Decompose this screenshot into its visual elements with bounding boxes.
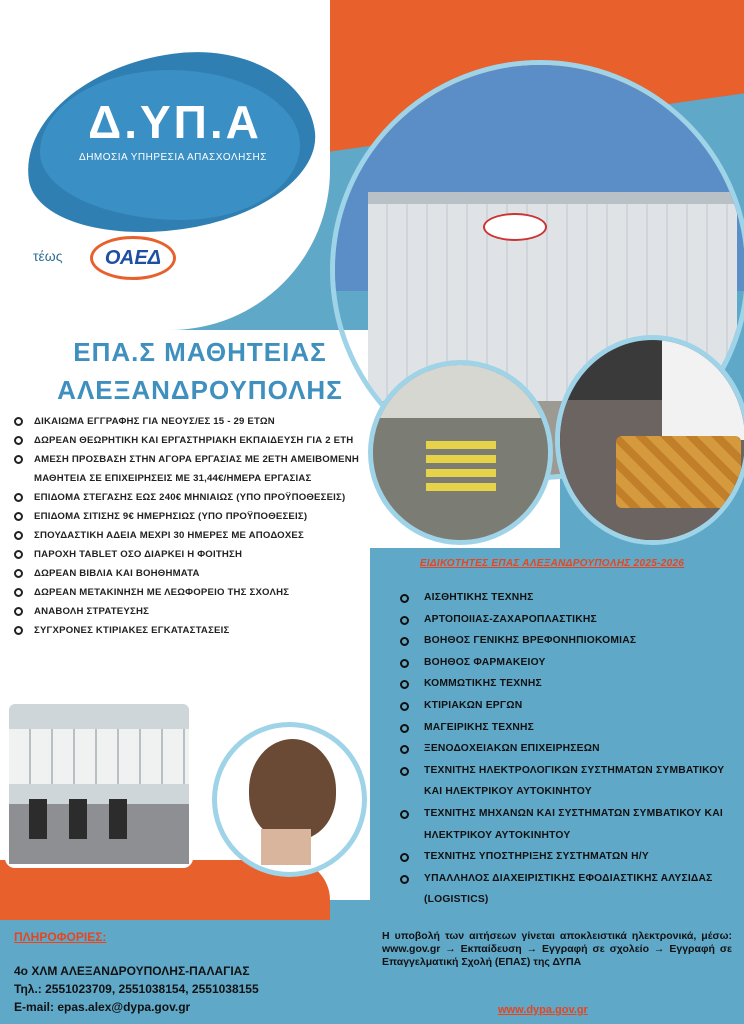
specialty-item: ΚΟΜΜΩΤΙΚΗΣ ΤΕΧΝΗΣ — [400, 673, 740, 695]
workshop-photo — [368, 360, 553, 545]
specialty-item: ΑΡΤΟΠΟΙΙΑΣ-ΖΑΧΑΡΟΠΛΑΣΤΙΚΗΣ — [400, 609, 740, 631]
benefit-item: ΕΠΙΔΟΜΑ ΣΙΤΙΣΗΣ 9€ ΗΜΕΡΗΣΙΩΣ (ΥΠΟ ΠΡΟΫΠΟΘΕΣΕΙΣ) — [12, 507, 372, 526]
application-note: Η υποβολή των αιτήσεων γίνεται αποκλειστικά ηλεκτρονικά, μέσω: www.gov.gr → Εκπαίδευση → Εγγραφή σε σχολείο → Εγγραφή σε Επαγγελματική Σχολή (ΕΠΑΣ) της ΔΥΠΑ — [382, 930, 732, 968]
oaed-sign-icon — [483, 213, 547, 241]
email-link[interactable]: E-mail: epas.alex@dypa.gov.gr — [14, 1000, 191, 1014]
specialty-item: ΒΟΗΘΟΣ ΓΕΝΙΚΗΣ ΒΡΕΦΟΝΗΠΙΟΚΟΜΙΑΣ — [400, 630, 740, 652]
phone-numbers: Τηλ.: 2551023709, 2551038154, 2551038155 — [14, 982, 259, 996]
oaed-logo-text: ΟΑΕΔ — [104, 246, 162, 269]
benefit-item: ΑΝΑΒΟΛΗ ΣΤΡΑΤΕΥΣΗΣ — [12, 602, 372, 621]
benefit-item: ΔΙΚΑΙΩΜΑ ΕΓΓΡΑΦΗΣ ΓΙΑ ΝΕΟΥΣ/ΕΣ 15 - 29 ΕΤΩΝ — [12, 412, 372, 431]
benefit-item: ΣΠΟΥΔΑΣΤΙΚΗ ΑΔΕΙΑ ΜΕΧΡΙ 30 ΗΜΕΡΕΣ ΜΕ ΑΠΟΔΟΧΕΣ — [12, 526, 372, 545]
benefit-item: ΕΠΙΔΟΜΑ ΣΤΕΓΑΣΗΣ ΕΩΣ 240€ ΜΗΝΙΑΙΩΣ (ΥΠΟ ΠΡΟΫΠΟΘΕΣΕΙΣ) — [12, 488, 372, 507]
website-link[interactable]: www.dypa.gov.gr — [498, 1004, 588, 1016]
specialty-item: ΜΑΓΕΙΡΙΚΗΣ ΤΕΧΝΗΣ — [400, 717, 740, 739]
school-title-line2: ΑΛΕΞΑΝΔΡΟΥΠΟΛΗΣ — [57, 375, 343, 405]
school-title — [40, 333, 360, 409]
specialty-item: ΤΕΧΝΙΤΗΣ ΗΛΕΚΤΡΟΛΟΓΙΚΩΝ ΣΥΣΤΗΜΑΤΩΝ ΣΥΜΒΑΤΙΚΟΥ ΚΑΙ ΗΛΕΚΤΡΙΚΟΥ ΑΥΤΟΚΙΝΗΤΟΥ — [400, 760, 740, 803]
specialty-item: ΥΠΑΛΛΗΛΟΣ ΔΙΑΧΕΙΡΙΣΤΙΚΗΣ ΕΦΟΔΙΑΣΤΙΚΗΣ ΑΛΥΣΙΔΑΣ (LOGISTICS) — [400, 868, 740, 911]
specialty-item: ΒΟΗΘΟΣ ΦΑΡΜΑΚΕΙΟΥ — [400, 652, 740, 674]
info-title: ΠΛΗΡΟΦΟΡΙΕΣ: — [14, 930, 107, 944]
specialties-title: ΕΙΔΙΚΟΤΗΤΕΣ ΕΠΑΣ ΑΛΕΞΑΝΔΡΟΥΠΟΛΗΣ 2025-2026 — [419, 558, 685, 569]
specialty-item: ΚΤΙΡΙΑΚΩΝ ΕΡΓΩΝ — [400, 695, 740, 717]
dypa-logo-text: Δ.ΥΠ.Α — [88, 96, 262, 148]
specialty-item: ΤΕΧΝΙΤΗΣ ΜΗΧΑΝΩΝ ΚΑΙ ΣΥΣΤΗΜΑΤΩΝ ΣΥΜΒΑΤΙΚΟΥ ΚΑΙ ΗΛΕΚΤΡΙΚΟΥ ΑΥΤΟΚΙΝΗΤΟΥ — [400, 803, 740, 846]
specialty-item: ΞΕΝΟΔΟΧΕΙΑΚΩΝ ΕΠΙΧΕΙΡΗΣΕΩΝ — [400, 738, 740, 760]
hairdressing-photo — [212, 722, 367, 877]
benefit-item: ΣΥΓΧΡΟΝΕΣ ΚΤΙΡΙΑΚΕΣ ΕΓΚΑΤΑΣΤΑΣΕΙΣ — [12, 621, 372, 640]
address: 4ο ΧΛΜ ΑΛΕΞΑΝΔΡΟΥΠΟΛΗΣ-ΠΑΛΑΓΙΑΣ — [14, 964, 250, 978]
computer-lab-photo — [5, 700, 193, 868]
benefit-item: ΠΑΡΟΧΗ TABLET ΟΣΟ ΔΙΑΡΚΕΙ Η ΦΟΙΤΗΣΗ — [12, 545, 372, 564]
school-title-line1: ΕΠΑ.Σ ΜΑΘΗΤΕΙΑΣ — [73, 337, 327, 367]
pastry-photo — [555, 335, 744, 545]
oaed-logo — [90, 236, 176, 280]
specialty-item: ΤΕΧΝΙΤΗΣ ΥΠΟΣΤΗΡΙΞΗΣ ΣΥΣΤΗΜΑΤΩΝ Η/Υ — [400, 846, 740, 868]
benefit-item: ΔΩΡΕΑΝ ΘΕΩΡΗΤΙΚΗ ΚΑΙ ΕΡΓΑΣΤΗΡΙΑΚΗ ΕΚΠΑΙΔΕΥΣΗ ΓΙΑ 2 ΕΤΗ — [12, 431, 372, 450]
benefit-item: ΔΩΡΕΑΝ ΜΕΤΑΚΙΝΗΣΗ ΜΕ ΛΕΩΦΟΡΕΙΟ ΤΗΣ ΣΧΟΛΗΣ — [12, 583, 372, 602]
benefits-list — [12, 412, 372, 640]
benefit-item: ΔΩΡΕΑΝ ΒΙΒΛΙΑ ΚΑΙ ΒΟΗΘΗΜΑΤΑ — [12, 564, 372, 583]
benefit-item: ΑΜΕΣΗ ΠΡΟΣΒΑΣΗ ΣΤΗΝ ΑΓΟΡΑ ΕΡΓΑΣΙΑΣ ΜΕ 2ΕΤΗ ΑΜΕΙΒΟΜΕΝΗ ΜΑΘΗΤΕΙΑ ΣΕ ΕΠΙΧΕΙΡΗΣΕΙΣ ΜΕ 31,44€/ΗΜΕΡΑ ΕΡΓΑΣΙΑΣ — [12, 450, 372, 488]
specialties-list — [400, 587, 740, 911]
specialty-item: ΑΙΣΘΗΤΙΚΗΣ ΤΕΧΝΗΣ — [400, 587, 740, 609]
dypa-logo-subtitle: ΔΗΜΟΣΙΑ ΥΠΗΡΕΣΙΑ ΑΠΑΣΧΟΛΗΣΗΣ — [79, 152, 267, 163]
formerly-label: τέως — [33, 248, 63, 264]
